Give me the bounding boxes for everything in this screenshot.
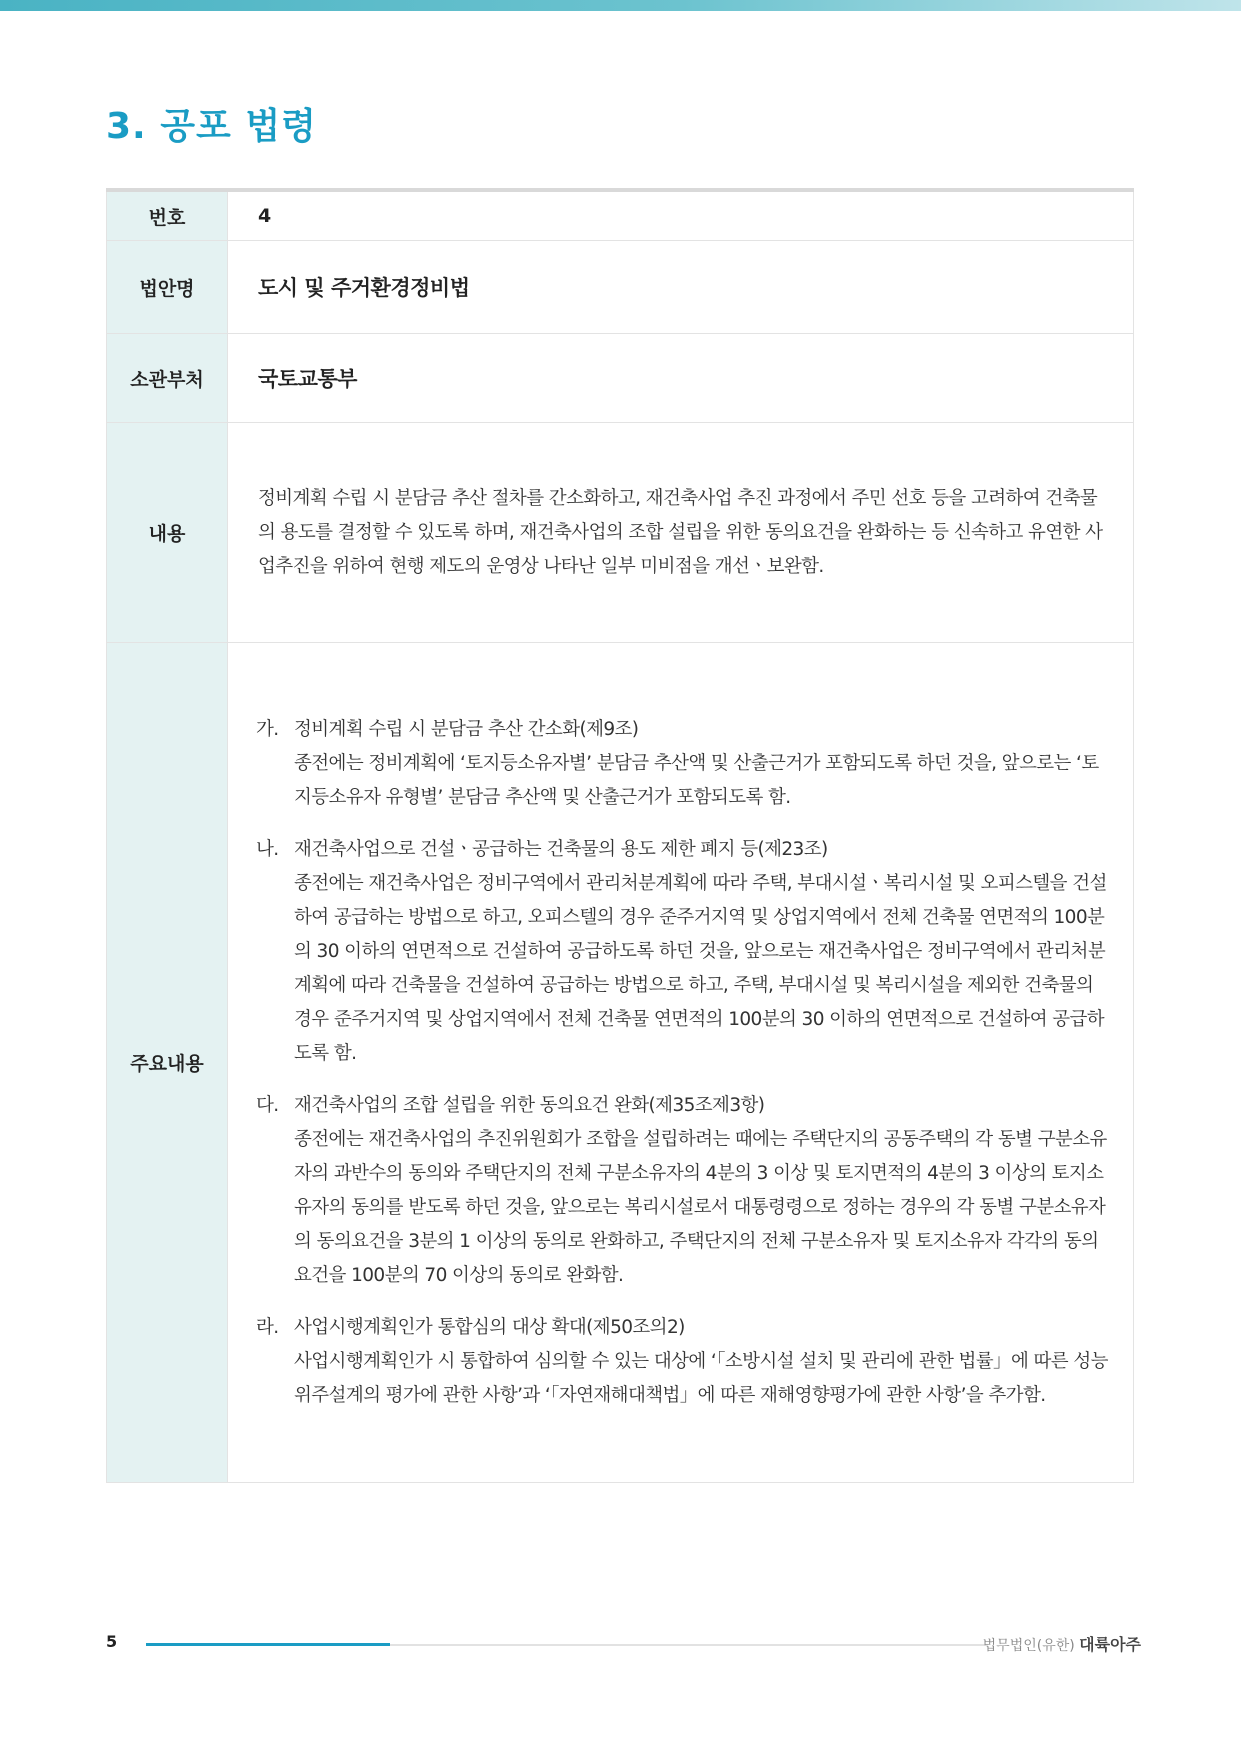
item-marker: 가.: [256, 718, 279, 740]
item-title: 재건축사업으로 건설ㆍ공급하는 건축물의 용도 제한 폐지 등(제23조): [294, 838, 828, 860]
main-item: [256, 713, 1133, 815]
law-info-table: [106, 188, 1134, 1483]
row-law-name: [107, 241, 1134, 334]
item-description: 사업시행계획인가 시 통합하여 심의할 수 있는 대상에 ‘「소방시설 설치 및 관리에 관한 법률」에 따른 성능위주설계의 평가에 관한 사항’과 ‘「자연재해대책법」에 따른 재해영향평가에 관한 사항’을 추가함.: [294, 1350, 1108, 1406]
item-body: [294, 833, 1133, 1071]
main-content-list: [228, 713, 1133, 1413]
number-value: 4: [228, 190, 1134, 241]
main-item: [256, 1089, 1133, 1293]
main-content-cell: [228, 643, 1134, 1483]
page-number: 5: [106, 1632, 118, 1651]
item-marker: 나.: [256, 838, 279, 860]
footer-divider-accent: [146, 1643, 390, 1646]
firm-name: [983, 1632, 1141, 1655]
item-body: [294, 1311, 1133, 1413]
law-name-label: 법안명: [107, 241, 228, 334]
row-department: [107, 334, 1134, 423]
row-number: [107, 190, 1134, 241]
item-body: [294, 713, 1133, 815]
main-item: [256, 833, 1133, 1071]
row-main-content: [107, 643, 1134, 1483]
item-description: 종전에는 재건축사업은 정비구역에서 관리처분계획에 따라 주택, 부대시설ㆍ복리시설 및 오피스텔을 건설하여 공급하는 방법으로 하고, 오피스텔의 경우 준주거지역 및 상업지역에서 전체 건축물 연면적의 100분의 30 이하의 연면적으로 건설하여 공급하도록 하던 것을, 앞으로는 재건축사업은 정비구역에서 관리처분계획에 따라 건축물을 건설하여 공급하는 방법으로 하고, 주택, 부대시설 및 복리시설을 제외한 건축물의 경우 준주거지역 및 상업지역에서 전체 건축물 연면적의 100분의 30 이하의 연면적으로 건설하여 공급하도록 함.: [294, 872, 1107, 1064]
department-value: 국토교통부: [228, 334, 1134, 423]
firm-prefix: 법무법인(유한): [982, 1638, 1075, 1654]
firm-name-bold: 대륙아주: [1079, 1635, 1141, 1654]
content-label: 내용: [107, 423, 228, 643]
department-label: 소관부처: [107, 334, 228, 423]
row-content: [107, 423, 1134, 643]
item-title: 정비계획 수립 시 분담금 추산 간소화(제9조): [294, 718, 639, 740]
item-title: 사업시행계획인가 통합심의 대상 확대(제50조의2): [294, 1316, 685, 1338]
main-item: [256, 1311, 1133, 1413]
top-accent-bar: [0, 0, 1241, 11]
law-name-value: 도시 및 주거환경정비법: [228, 241, 1134, 334]
content-cell: [228, 423, 1134, 643]
main-label: 주요내용: [107, 643, 228, 1483]
content-text: 정비계획 수립 시 분담금 추산 절차를 간소화하고, 재건축사업 추진 과정에서 주민 선호 등을 고려하여 건축물의 용도를 결정할 수 있도록 하며, 재건축사업의 조합 설립을 위한 동의요건을 완화하는 등 신속하고 유연한 사업추진을 위하여 현행 제도의 운영상 나타난 일부 미비점을 개선ㆍ보완함.: [258, 487, 1103, 577]
section-title: 3. 공포 법령: [106, 106, 317, 147]
item-body: [294, 1089, 1133, 1293]
item-description: 종전에는 재건축사업의 추진위원회가 조합을 설립하려는 때에는 주택단지의 공동주택의 각 동별 구분소유자의 과반수의 동의와 주택단지의 전체 구분소유자의 4분의 3 이상 및 토지면적의 4분의 3 이상의 토지소유자의 동의를 받도록 하던 것을, 앞으로는 복리시설로서 대통령령으로 정하는 경우의 각 동별 구분소유자의 동의요건을 3분의 1 이상의 동의로 완화하고, 주택단지의 전체 구분소유자 및 토지소유자 각각의 동의요건을 100분의 70 이상의 동의로 완화함.: [294, 1128, 1107, 1286]
item-title: 재건축사업의 조합 설립을 위한 동의요건 완화(제35조제3항): [294, 1094, 765, 1116]
item-marker: 다.: [256, 1094, 279, 1116]
item-description: 종전에는 정비계획에 ‘토지등소유자별’ 분담금 추산액 및 산출근거가 포함되도록 하던 것을, 앞으로는 ‘토지등소유자 유형별’ 분담금 추산액 및 산출근거가 포함되도록 함.: [294, 752, 1099, 808]
item-marker: 라.: [256, 1316, 279, 1338]
number-label: 번호: [107, 190, 228, 241]
